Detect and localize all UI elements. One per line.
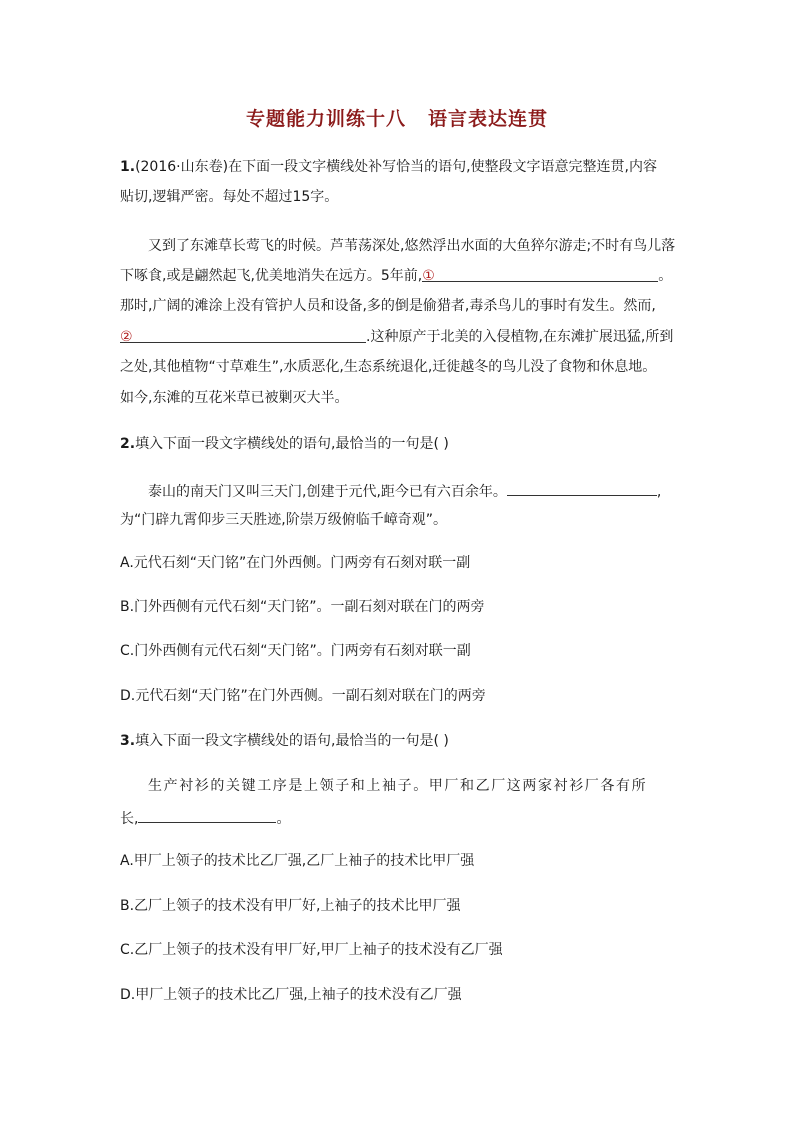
q2-passage-line2: 为“门辟九霄仰步三天胜迹,阶崇万级俯临千嶂奇观”。 xyxy=(120,512,447,528)
q1-passage-line1: 又到了东滩草长莺飞的时候。芦苇荡深处,悠然浮出水面的大鱼猝尔游走;不时有鸟儿落 xyxy=(148,238,676,254)
q2-option-b[interactable]: B.门外西侧有元代石刻“天门铭”。一副石刻对联在门的两旁 xyxy=(120,599,485,615)
answer-blank-q3[interactable] xyxy=(138,807,276,823)
q1-passage-line6: 如今,东滩的互花米草已被剿灭大半。 xyxy=(120,390,349,406)
q2-option-a[interactable]: A.元代石刻“天门铭”在门外西侧。门两旁有石刻对联一副 xyxy=(120,555,471,571)
q1-number: 1. xyxy=(120,159,136,175)
answer-blank-q2[interactable] xyxy=(507,480,657,496)
q2-option-d[interactable]: D.元代石刻“天门铭”在门外西侧。一副石刻对联在门的两旁 xyxy=(120,688,486,704)
q1-passage-line3: 那时,广阔的滩涂上没有管护人员和设备,多的倒是偷猎者,毒杀鸟儿的事时有发生。然而, xyxy=(120,298,656,314)
q3-option-a[interactable]: A.甲厂上领子的技术比乙厂强,乙厂上袖子的技术比甲厂强 xyxy=(120,853,475,869)
q3-passage-line1: 生产衬衫的关键工序是上领子和上袖子。甲厂和乙厂这两家衬衫厂各有所 xyxy=(148,778,648,794)
page-title xyxy=(0,104,794,131)
q3-passage-line2: 长, 。 xyxy=(120,807,290,829)
title-part1: 专题能力训练十八 xyxy=(245,108,406,130)
q1-passage-line2: 下啄食,或是翩然起飞,优美地消失在远方。5年前,① 。 xyxy=(120,268,673,284)
title-part2: 语言表达连贯 xyxy=(428,108,549,130)
q3-option-d[interactable]: D.甲厂上领子的技术比乙厂强,上袖子的技术没有乙厂强 xyxy=(120,987,462,1003)
q1-stem-line1: 1.(2016·山东卷)在下面一段文字横线处补写恰当的语句,使整段文字语意完整连贯,内容 xyxy=(120,159,657,175)
answer-blank-2[interactable] xyxy=(120,327,366,343)
q1-passage-line5: 之处,其他植物“寸草难生”,水质恶化,生态系统退化,迁徙越冬的鸟儿没了食物和休息地。 xyxy=(120,359,657,375)
q2-number: 2. xyxy=(120,436,136,452)
q1-stem-line2: 贴切,逻辑严密。每处不超过15字。 xyxy=(120,189,339,205)
q2-stem: 2.填入下面一段文字横线处的语句,最恰当的一句是( ) xyxy=(120,436,449,452)
q3-stem: 3.填入下面一段文字横线处的语句,最恰当的一句是( ) xyxy=(120,733,449,749)
q2-option-c[interactable]: C.门外西侧有元代石刻“天门铭”。门两旁有石刻对联一副 xyxy=(120,643,471,659)
answer-blank-1[interactable] xyxy=(422,266,658,282)
blank-marker-1: ① xyxy=(422,268,435,284)
q2-passage-line1: 泰山的南天门又叫三天门,创建于元代,距今已有六百余年。 , xyxy=(148,480,661,502)
q3-number: 3. xyxy=(120,733,136,749)
q1-passage-line4: ② .这种原产于北美的入侵植物,在东滩扩展迅猛,所到 xyxy=(120,329,674,345)
blank-marker-2: ② xyxy=(120,329,133,345)
q3-option-b[interactable]: B.乙厂上领子的技术没有甲厂好,上袖子的技术比甲厂强 xyxy=(120,898,461,914)
q3-option-c[interactable]: C.乙厂上领子的技术没有甲厂好,甲厂上袖子的技术没有乙厂强 xyxy=(120,942,503,958)
